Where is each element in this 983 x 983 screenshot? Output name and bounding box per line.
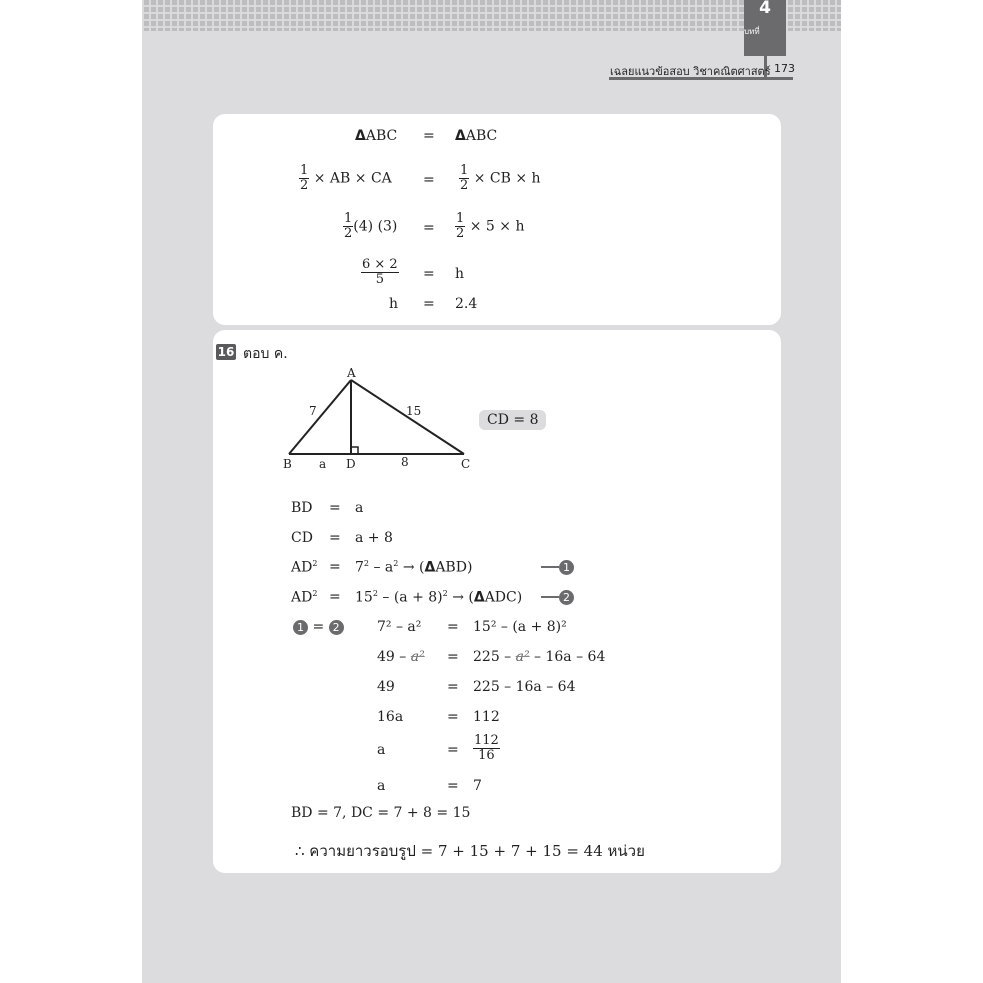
numerator: 112 — [474, 733, 499, 748]
step-1 — [377, 619, 567, 635]
eq-sign: = — [447, 709, 459, 725]
numerator: 1 — [456, 211, 465, 226]
eq-row-3 — [343, 211, 525, 241]
rhs-part: – a — [369, 559, 394, 576]
eq-sign: = — [423, 266, 435, 282]
eq-rhs — [473, 649, 605, 665]
line-ad-1 — [291, 559, 570, 576]
header-pattern — [142, 0, 841, 31]
eq-rhs: 2.4 — [455, 296, 478, 312]
book-page — [142, 0, 841, 983]
unit-number: 4 — [759, 0, 771, 18]
rhs-part: – (a + 8) — [377, 589, 443, 606]
step-3 — [377, 679, 576, 695]
line-bd — [291, 500, 364, 516]
side-ac-label: 15 — [406, 404, 422, 418]
triangle-name: ADC — [484, 589, 517, 606]
eq-sign: = — [423, 220, 435, 236]
solution-card-16 — [213, 330, 781, 873]
triangle-name: ABD — [435, 559, 467, 576]
superscript: 2 — [442, 589, 448, 598]
denominator: 2 — [460, 178, 469, 193]
eq-rhs-text: × 5 × h — [469, 218, 525, 235]
eq-sign: = — [447, 742, 459, 758]
page-number: 173 — [774, 62, 795, 75]
fraction — [361, 258, 399, 287]
eq-lhs: 49 — [377, 679, 395, 695]
numerator: 1 — [344, 211, 353, 226]
book-title: เฉลยแนวข้อสอบ วิชาคณิตศาสตร์ — [610, 65, 771, 78]
eq-lhs: a — [377, 778, 386, 794]
unit-tab — [744, 0, 786, 56]
eq-rhs: 15² – (a + 8)² — [473, 619, 567, 635]
eq-lhs: ABC — [365, 128, 398, 144]
eq-rhs-text: × CB × h — [473, 170, 541, 187]
eq-lhs: CD — [291, 530, 313, 546]
rhs-part: 7 — [355, 559, 364, 576]
cd-note: CD = 8 — [479, 410, 546, 430]
rhs-part: 225 – — [473, 649, 516, 665]
circled-number: 1 — [559, 560, 574, 575]
step-4 — [377, 709, 500, 725]
fraction — [473, 734, 500, 763]
eq-sign: = — [329, 530, 341, 546]
eq-sign: = — [329, 559, 341, 575]
eq-rhs: a + 8 — [355, 530, 393, 546]
ref-marker-2 — [541, 589, 574, 605]
denominator: 16 — [478, 748, 495, 763]
superscript: 2 — [312, 559, 318, 568]
eq-sign: = — [447, 649, 459, 665]
denominator: 2 — [300, 178, 309, 193]
triangle-icon: Δ — [424, 559, 436, 576]
eq-lhs: × AB × CA — [313, 170, 392, 187]
eq-rhs: a — [355, 500, 364, 516]
denominator: 2 — [344, 226, 353, 241]
fraction — [343, 212, 353, 241]
numerator: 1 — [300, 163, 309, 178]
eq-sign: = — [423, 296, 435, 312]
answer-label: ตอบ ค. — [243, 346, 288, 362]
dash-icon — [541, 566, 559, 568]
paren: ) — [466, 559, 473, 576]
numerator: 1 — [460, 163, 469, 178]
eq-rhs — [455, 212, 524, 241]
eq-sign: = — [329, 500, 341, 516]
cancelled-term: a² — [410, 649, 425, 665]
eq-lhs: 7² – a² — [377, 619, 422, 635]
eq-lhs: a — [377, 742, 386, 758]
superscript: 2 — [312, 589, 318, 598]
eq-rhs: 7 — [473, 778, 482, 794]
eq-rhs — [459, 164, 541, 193]
arrow-part: → ( — [452, 589, 474, 606]
eq-rhs — [455, 128, 497, 144]
eq-sign: = — [329, 589, 341, 605]
vertex-c-label: C — [461, 457, 471, 471]
circled-number: 1 — [293, 620, 308, 635]
superscript: 2 — [372, 589, 378, 598]
eq-rhs: 225 – 16a – 64 — [473, 679, 576, 695]
cancelled-term: a² — [515, 649, 530, 665]
eq-lhs: AD — [291, 559, 313, 576]
dash-icon — [541, 596, 559, 598]
eq-rhs-text: ABC — [465, 128, 498, 144]
fraction — [455, 212, 465, 241]
denominator: 2 — [456, 226, 465, 241]
circled-number: 2 — [559, 590, 574, 605]
eq-sign: = — [423, 128, 435, 144]
superscript: 2 — [393, 559, 399, 568]
eq-row-2 — [299, 163, 541, 193]
eq-lhs: (4) (3) — [353, 218, 398, 235]
fraction — [299, 164, 309, 193]
triangle-icon: Δ — [473, 589, 485, 606]
rhs-part: 15 — [355, 589, 373, 606]
denominator: 5 — [375, 272, 384, 287]
eq-rhs: 112 — [473, 709, 500, 725]
eq-rhs — [355, 559, 472, 576]
side-ab-label: 7 — [309, 404, 317, 418]
eq-sign: = — [447, 679, 459, 695]
eq-sign: = — [312, 619, 325, 635]
vertex-b-label: B — [283, 457, 292, 471]
eq-sign: = — [423, 172, 435, 188]
eq-row-1 — [355, 128, 498, 144]
step-2 — [377, 649, 606, 665]
eq-sign: = — [447, 619, 459, 635]
unit-label: บทที่ — [744, 27, 760, 36]
eq-row-5 — [389, 296, 478, 312]
eq-lhs: 16a — [377, 709, 404, 725]
eq-lhs: 49 – — [377, 649, 411, 665]
conclusion-line: ∴ ความยาวรอบรูป = 7 + 15 + 7 + 15 = 44 หน่วย — [295, 842, 645, 860]
eq-sign: = — [447, 778, 459, 794]
ref-marker-1 — [541, 559, 574, 575]
eq-row-4 — [361, 257, 465, 287]
vertex-d-label: D — [346, 457, 356, 471]
question-number-badge: 16 — [217, 345, 235, 359]
eq-rhs: h — [455, 266, 465, 282]
paren: ) — [516, 589, 523, 606]
combine-label — [293, 619, 344, 635]
eq-lhs: AD — [291, 589, 313, 606]
numerator: 6 × 2 — [362, 257, 398, 272]
result-line: BD = 7, DC = 7 + 8 = 15 — [291, 805, 471, 821]
arrow-part: → ( — [402, 559, 425, 576]
line-ad-2 — [291, 589, 570, 606]
circled-number: 2 — [329, 620, 344, 635]
eq-rhs — [355, 589, 522, 606]
step-6 — [377, 778, 482, 794]
line-cd — [291, 530, 393, 546]
eq-lhs: BD — [291, 500, 313, 516]
triangle-icon: Δ — [355, 128, 366, 144]
superscript: 2 — [363, 559, 370, 568]
fraction — [459, 164, 469, 193]
rhs-part: – 16a – 64 — [529, 649, 606, 665]
triangle-icon: Δ — [455, 128, 466, 144]
seg-bd-label: a — [319, 457, 327, 471]
solution-card-continued — [213, 114, 781, 325]
seg-dc-label: 8 — [401, 455, 409, 469]
eq-lhs: h — [389, 296, 399, 312]
vertex-a-label: A — [347, 366, 356, 380]
